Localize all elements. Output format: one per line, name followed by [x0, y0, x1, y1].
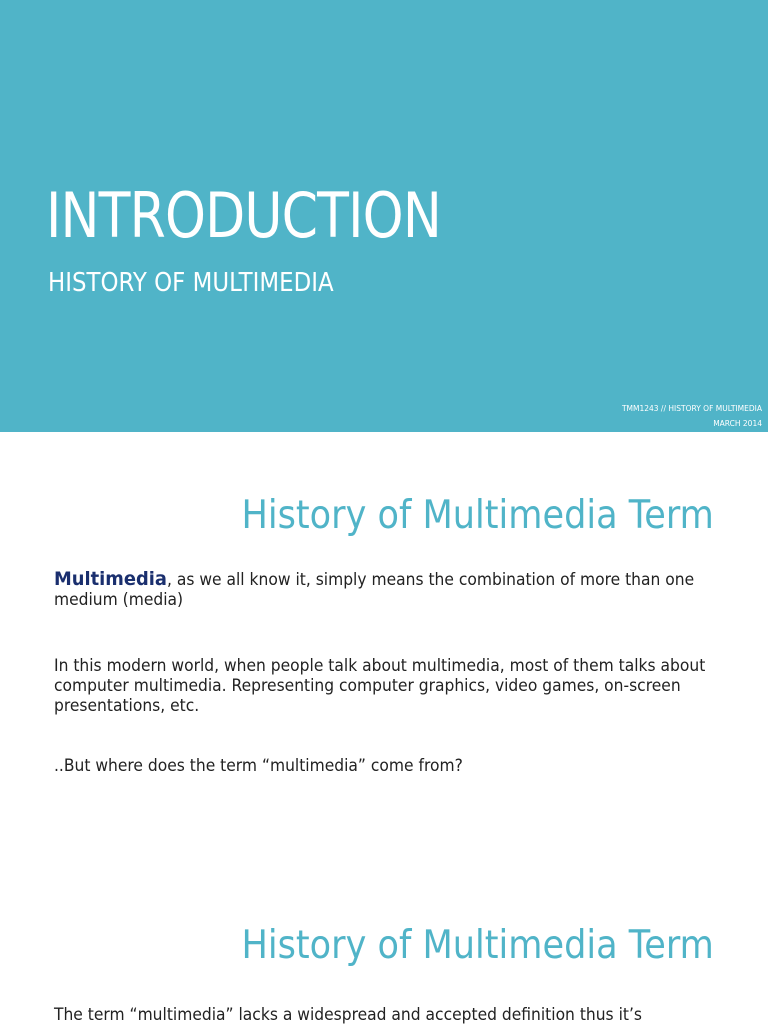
content-slide [0, 432, 768, 1024]
modern-world-text: In this modern world, when people talk about multimedia, most of them talks about computer multimedia. Representing computer graphics, video games, on-screen presentations, etc. [54, 656, 706, 715]
slide-subtitle: HISTORY OF MULTIMEDIA [48, 268, 334, 298]
footer-course: TMM1243 // HISTORY OF MULTIMEDIA [621, 404, 762, 413]
paragraph-modern-world [54, 656, 734, 716]
question-text: ..But where does the term “multimedia” come from? [54, 756, 463, 775]
term-definition-text: The term “multimedia” lacks a widespread and accepted definition thus it’s [54, 1005, 642, 1024]
footer-date: MARCH 2014 [713, 419, 762, 428]
definition-text: , as we all know it, simply means the combination of more than one medium (media) [54, 570, 695, 609]
paragraph-term-definition [54, 1005, 734, 1024]
term-multimedia: Multimedia [54, 568, 167, 590]
title-slide [0, 0, 768, 432]
paragraph-definition [54, 569, 734, 610]
paragraph-question [54, 756, 734, 776]
slide-title: INTRODUCTION [46, 179, 441, 252]
section-heading: History of Multimedia Term [241, 493, 714, 538]
section-heading-next: History of Multimedia Term [241, 923, 714, 968]
